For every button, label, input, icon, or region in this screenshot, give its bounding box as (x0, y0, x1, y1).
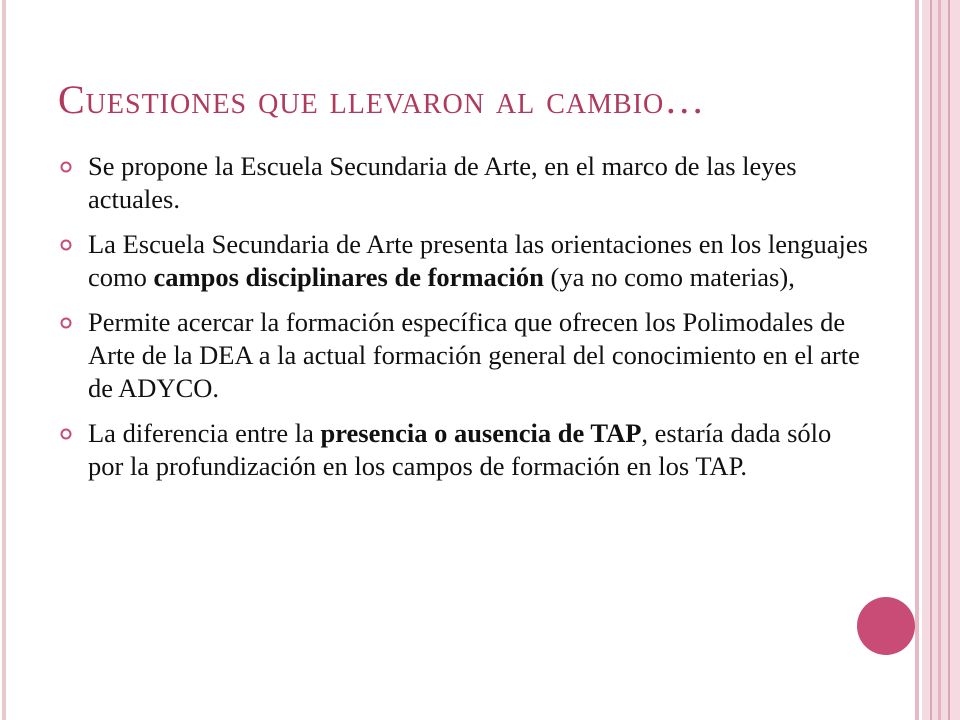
bullet-text (88, 418, 831, 481)
bullet-text-part: Permite acercar la formación específica que ofrecen los Polimodales de Arte de la DEA a la actual formación general del conocimiento en el arte de ADYCO. (88, 307, 860, 403)
bullet-text (88, 151, 797, 214)
bullet-item (60, 228, 870, 294)
decorative-circle (857, 597, 915, 655)
bullet-text-bold: campos disciplinares de formación (153, 262, 544, 292)
bullet-text-part: La Escuela Secundaria de Arte presenta las orientaciones en los lenguajes como (88, 229, 868, 292)
open-circle-icon (60, 317, 72, 329)
bullet-item (60, 417, 870, 483)
right-border-line (915, 0, 919, 720)
band-stripe (948, 0, 950, 720)
bullet-text-part: (ya no como materias), (543, 262, 795, 292)
bullet-text-bold: presencia o ausencia de TAP (320, 418, 642, 448)
bullet-item (60, 150, 870, 216)
open-circle-icon (60, 239, 72, 251)
bullet-text-part: La diferencia entre la (88, 418, 321, 448)
left-border-line (2, 0, 6, 720)
bullet-item (60, 306, 870, 405)
band-stripe (930, 0, 932, 720)
slide-title: Cuestiones que llevaron al cambio… (58, 77, 706, 122)
bullet-text-part: Se propone la Escuela Secundaria de Arte, en el marco de las leyes actuales. (88, 151, 797, 214)
right-decorative-band (922, 0, 960, 720)
band-stripe (938, 0, 941, 720)
bullet-text (88, 307, 860, 403)
bullet-text (88, 229, 868, 292)
open-circle-icon (60, 428, 72, 440)
bullet-text-part: , estaría dada sólo por la profundización en los campos de formación en los TAP. (88, 418, 832, 481)
open-circle-icon (60, 161, 72, 173)
bullet-list (60, 150, 870, 495)
